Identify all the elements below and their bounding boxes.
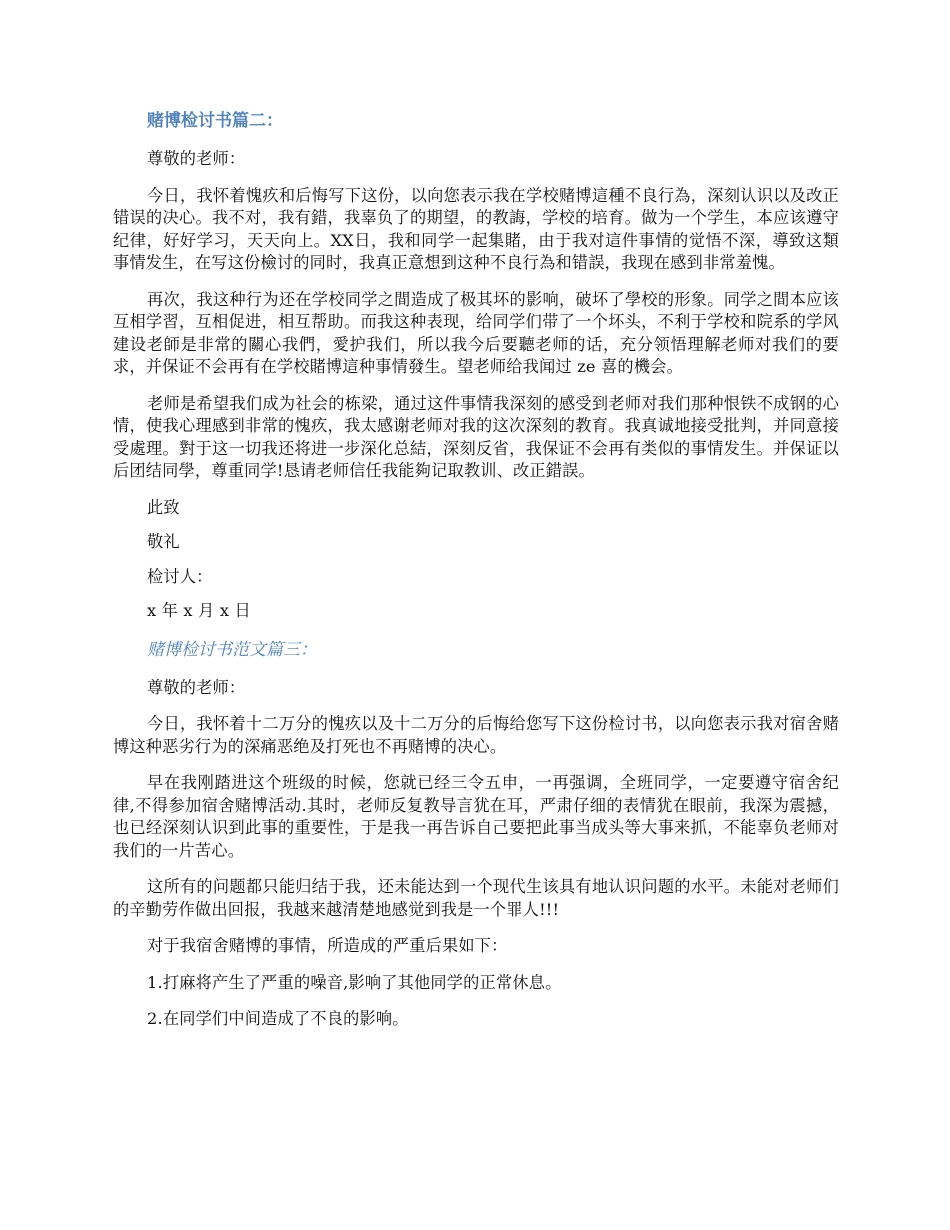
section3-paragraph-1: 今日，我怀着十二万分的愧疚以及十二万分的后悔给您写下这份检讨书，以向您表示我对宿舍赌博这种恶劣行为的深痛恶绝及打死也不再赌博的决心。 <box>113 714 839 756</box>
section3-paragraph-4: 对于我宿舍赌博的事情，所造成的严重后果如下： <box>147 936 508 955</box>
section3-paragraph-2: 早在我刚踏进这个班级的时候，您就已经三令五申，一再强调，全班同学，一定要遵守宿舍纪律,不得参加宿舍赌博活动.其时，老师反复教导言犹在耳，严肃仔细的表情犹在眼前，我深为震撼，也已经深刻认识到此事的重要性，于是我一再告诉自己要把此事当成头等大事来抓，不能辜负老师对我们的一片苦心。 <box>113 773 839 860</box>
section2-paragraph-3: 老师是希望我们成为社会的栋梁，通过这件事情我深刻的感受到老师对我们那种恨铁不成钢的心情，使我心理感到非常的愧疚，我太感谢老师对我的这次深刻的教育。我真诚地接受批判，并同意接受處理。對于这一切我还将进一步深化总結，深刻反省，我保证不会再有类似的事情发生。并保证以后团结同學，尊重同学!恳请老师信任我能夠记取教训、改正錯誤。 <box>113 393 839 480</box>
signature-label: 检讨人： <box>147 566 213 586</box>
section2-paragraph-2: 再次，我这种行为还在学校同学之間造成了极其坏的影响，破坏了學校的形象。同学之間本应该互相学習，互相促进，相互帮助。而我这种表现，给同学们带了一个坏头，不利于学校和院系的学风建设老師是非常的關心我們，愛护我们，所以我今后要聽老师的话，充分领悟理解老师对我们的要求，并保证不会再有在学校賭博這种事情發生。望老师给我闻过 ze 喜的機会。 <box>113 289 839 376</box>
closing-cizhi: 此致 <box>147 497 180 517</box>
document-page <box>113 108 839 1045</box>
section2-paragraph-1: 今日，我怀着愧疚和后悔写下这份，以向您表示我在学校赌博這種不良行為，深刻认识以及改正错误的决心。我不对，我有錯，我辜负了的期望，的教誨，学校的培育。做为一个学生，本应该遵守纪律，好好学习，天天向上。XX日，我和同学一起集賭，由于我对這件事情的觉悟不深，導致这類事情发生，在写这份檢讨的同时，我真正意想到这种不良行為和错誤，我现在感到非常羞愧。 <box>113 185 839 272</box>
section3-list-item-1: 1.打麻将产生了严重的噪音,影响了其他同学的正常休息。 <box>147 972 562 992</box>
section3-list-item-2: 2.在同学们中间造成了不良的影响。 <box>147 1009 409 1028</box>
closing-jingli: 敬礼 <box>147 532 180 551</box>
section2-title: 赌博检讨书篇二： <box>147 111 283 131</box>
signature-date: x 年 x 月 x 日 <box>147 601 251 620</box>
section2-salutation: 尊敬的老师： <box>147 149 246 168</box>
section3-paragraph-3: 这所有的问题都只能归结于我，还未能达到一个现代生该具有地认识问题的水平。未能对老师们的辛勤劳作做出回报，我越来越清楚地感觉到我是一个罪人!!! <box>113 877 839 919</box>
section3-salutation: 尊敬的老师： <box>147 677 246 697</box>
section3-title: 赌博检讨书范文篇三： <box>147 639 317 660</box>
